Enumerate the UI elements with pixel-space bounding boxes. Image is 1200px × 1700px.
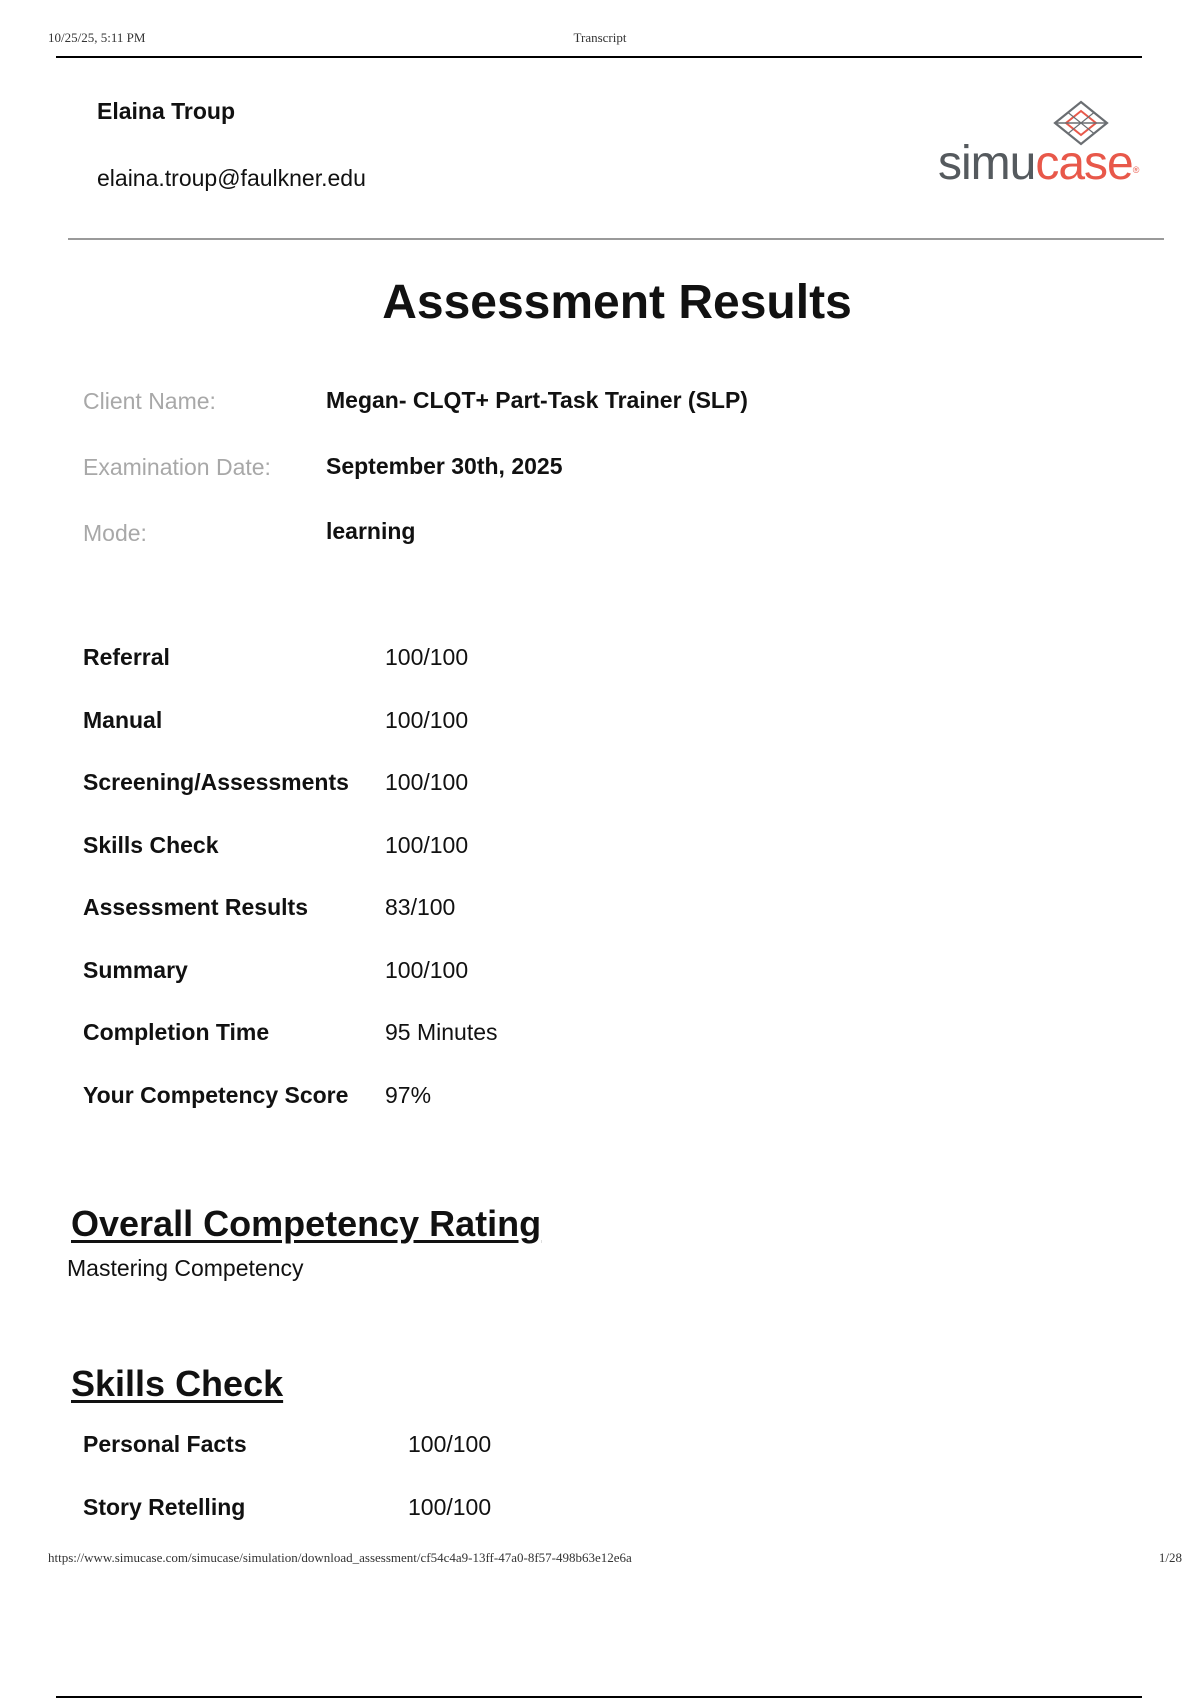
- score-label-summary: Summary: [83, 957, 188, 983]
- score-label-referral: Referral: [83, 644, 170, 670]
- print-datetime: 10/25/25, 5:11 PM: [48, 30, 146, 45]
- examination-date-value: September 30th, 2025: [326, 453, 563, 479]
- score-value-screening: 100/100: [385, 769, 469, 795]
- score-label-competency-score: Your Competency Score: [83, 1082, 349, 1108]
- section-divider: [68, 238, 1164, 240]
- score-value-completion-time: 95 Minutes: [385, 1019, 498, 1045]
- score-value-skills-check: 100/100: [385, 832, 469, 858]
- mode-value: learning: [326, 518, 416, 544]
- mode-label: Mode:: [83, 520, 147, 546]
- score-label-completion-time: Completion Time: [83, 1019, 270, 1045]
- simucase-logo: [938, 100, 1170, 192]
- print-url: https://www.simucase.com/simucase/simulation/download_assessment/cf54c4a9-13ff-47a0-8f57-498b63e12e6a: [48, 1550, 632, 1565]
- score-label-assessment-results: Assessment Results: [83, 894, 308, 920]
- examination-date-label: Examination Date:: [83, 454, 271, 480]
- skills-check-heading: Skills Check: [71, 1363, 284, 1404]
- skill-value-personal-facts: 100/100: [408, 1431, 492, 1457]
- skill-value-story-retelling: 100/100: [408, 1494, 492, 1520]
- score-value-assessment-results: 83/100: [385, 894, 456, 920]
- score-value-referral: 100/100: [385, 644, 469, 670]
- client-name-value: Megan- CLQT+ Part-Task Trainer (SLP): [326, 387, 748, 413]
- user-name: Elaina Troup: [97, 98, 236, 124]
- score-label-manual: Manual: [83, 707, 163, 733]
- logo-wordmark: simucase®: [938, 137, 1139, 190]
- page-number: 1/28: [1158, 1550, 1182, 1565]
- score-value-competency-score: 97%: [385, 1082, 432, 1108]
- skill-label-personal-facts: Personal Facts: [83, 1431, 247, 1457]
- score-label-screening: Screening/Assessments: [83, 769, 349, 795]
- overall-competency-rating: Mastering Competency: [67, 1255, 304, 1281]
- print-header: [48, 30, 1152, 50]
- score-value-manual: 100/100: [385, 707, 469, 733]
- user-email: elaina.troup@faulkner.edu: [97, 165, 366, 191]
- header-divider: [56, 56, 1142, 58]
- score-value-summary: 100/100: [385, 957, 469, 983]
- overall-competency-heading: Overall Competency Rating: [71, 1203, 542, 1244]
- skill-label-story-retelling: Story Retelling: [83, 1494, 246, 1520]
- footer-divider: [56, 1696, 1142, 1698]
- print-title: Transcript: [573, 30, 627, 45]
- client-name-label: Client Name:: [83, 388, 216, 414]
- page-title: Assessment Results: [382, 276, 852, 329]
- score-label-skills-check: Skills Check: [83, 832, 219, 858]
